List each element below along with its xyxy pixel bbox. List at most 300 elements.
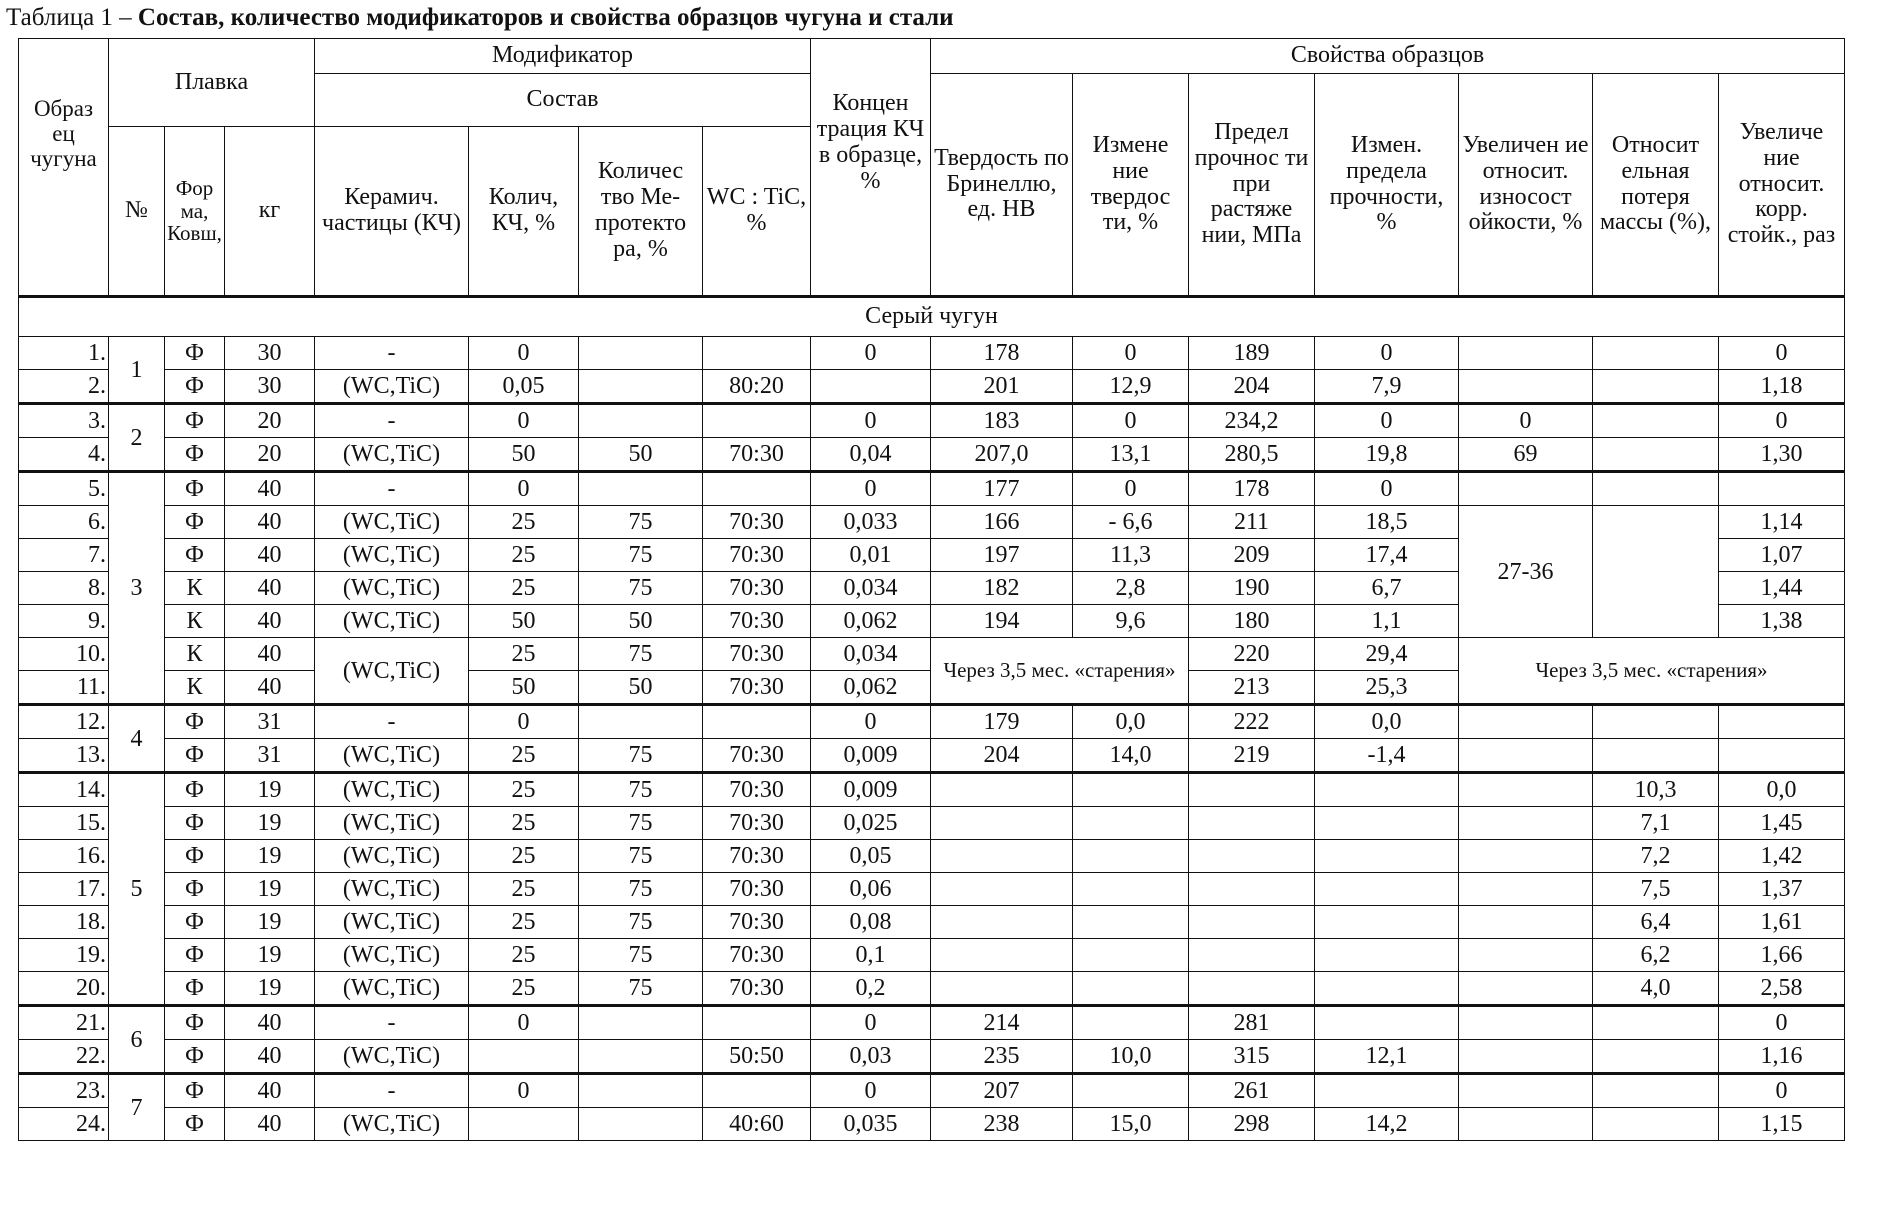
cell-tensile: [1189, 972, 1315, 1006]
cell-mass-loss: [1593, 1108, 1719, 1141]
cell-corr-increase: 1,30: [1719, 438, 1845, 472]
cell-form: Ф: [165, 906, 225, 939]
cell-hardness: 166: [931, 506, 1073, 539]
cell-corr-increase: 0: [1719, 1006, 1845, 1040]
cell-tensile: 298: [1189, 1108, 1315, 1141]
hdr-hardness-change: Измене ние твердос ти, %: [1073, 74, 1189, 297]
cell-qty-meprotector: 75: [579, 638, 703, 671]
cell-tensile: [1189, 906, 1315, 939]
cell-corr-increase: 1,16: [1719, 1040, 1845, 1074]
cell-mass-loss: [1593, 1074, 1719, 1108]
cell-wear-increase: [1459, 1108, 1593, 1141]
cell-qty-meprotector: 50: [579, 671, 703, 705]
cell-concentration: 0,2: [811, 972, 931, 1006]
cell-qty-kch: 25: [469, 506, 579, 539]
cell-form: Ф: [165, 705, 225, 739]
cell-melt-no: 5: [109, 773, 165, 1006]
cell-kg: 40: [225, 671, 315, 705]
cell-mass-loss: 7,1: [1593, 807, 1719, 840]
hdr-modifier: Модификатор: [315, 39, 811, 74]
cell-mass-loss: [1593, 1040, 1719, 1074]
table-row: [19, 404, 1845, 438]
cell-tensile-change: [1315, 1006, 1459, 1040]
caption-prefix: Таблица 1 –: [6, 4, 138, 31]
cell-sample-no: 6.: [19, 506, 109, 539]
cell-hardness-change: [1073, 773, 1189, 807]
hdr-tensile-change: Измен. предела прочности, %: [1315, 74, 1459, 297]
cell-form: Ф: [165, 438, 225, 472]
hdr-form: Фор ма, Ковш,: [165, 127, 225, 297]
cell-hardness-change: [1073, 840, 1189, 873]
cell-kg: 40: [225, 472, 315, 506]
cell-melt-no: 6: [109, 1006, 165, 1074]
cell-concentration: 0,034: [811, 572, 931, 605]
cell-concentration: 0,04: [811, 438, 931, 472]
cell-sample-no: 10.: [19, 638, 109, 671]
cell-qty-meprotector: 75: [579, 906, 703, 939]
cell-wc-tic: 70:30: [703, 605, 811, 638]
cell-ceramic: (WC,TiC): [315, 1040, 469, 1074]
cell-form: Ф: [165, 404, 225, 438]
cell-aging-note-props: Через 3,5 мес. «старения»: [1459, 638, 1845, 705]
cell-wc-tic: 70:30: [703, 773, 811, 807]
cell-sample-no: 16.: [19, 840, 109, 873]
cell-ceramic: -: [315, 472, 469, 506]
cell-form: Ф: [165, 337, 225, 370]
cell-mass-loss: [1593, 506, 1719, 638]
cell-hardness-change: 0: [1073, 404, 1189, 438]
cell-wear-increase: [1459, 906, 1593, 939]
cell-qty-kch: 25: [469, 807, 579, 840]
cell-melt-no: 7: [109, 1074, 165, 1141]
cell-tensile: 234,2: [1189, 404, 1315, 438]
hdr-ceramic: Керамич. частицы (КЧ): [315, 127, 469, 297]
cell-sample-no: 5.: [19, 472, 109, 506]
cell-tensile: 315: [1189, 1040, 1315, 1074]
cell-form: Ф: [165, 472, 225, 506]
cell-qty-kch: 25: [469, 939, 579, 972]
cell-hardness: 183: [931, 404, 1073, 438]
cell-mass-loss: 7,2: [1593, 840, 1719, 873]
cell-concentration: 0: [811, 404, 931, 438]
cell-concentration: 0,08: [811, 906, 931, 939]
table-row: [19, 972, 1845, 1006]
cell-form: Ф: [165, 506, 225, 539]
cell-hardness-change: 14,0: [1073, 739, 1189, 773]
cell-sample-no: 12.: [19, 705, 109, 739]
cell-tensile-change: 18,5: [1315, 506, 1459, 539]
hdr-wear-increase: Увеличен ие относит. износост ойкости, %: [1459, 74, 1593, 297]
table-row: [19, 1040, 1845, 1074]
cell-form: Ф: [165, 1006, 225, 1040]
cell-qty-kch: 25: [469, 906, 579, 939]
cell-form: Ф: [165, 1074, 225, 1108]
cell-hardness-change: 0,0: [1073, 705, 1189, 739]
cell-mass-loss: 4,0: [1593, 972, 1719, 1006]
cell-hardness: 194: [931, 605, 1073, 638]
cell-concentration: 0,034: [811, 638, 931, 671]
cell-tensile: 220: [1189, 638, 1315, 671]
cell-concentration: 0,05: [811, 840, 931, 873]
cell-wc-tic: 70:30: [703, 572, 811, 605]
cell-ceramic: (WC,TiC): [315, 539, 469, 572]
cell-hardness: 238: [931, 1108, 1073, 1141]
cell-concentration: 0: [811, 472, 931, 506]
cell-wear-increase: [1459, 873, 1593, 906]
cell-concentration: 0,033: [811, 506, 931, 539]
cell-ceramic: (WC,TiC): [315, 972, 469, 1006]
cell-concentration: 0,06: [811, 873, 931, 906]
cell-hardness: [931, 873, 1073, 906]
cell-qty-meprotector: [579, 472, 703, 506]
cell-concentration: 0: [811, 1074, 931, 1108]
hdr-concentration: Концен трация КЧ в образце, %: [811, 39, 931, 297]
cell-wear-increase: [1459, 472, 1593, 506]
cell-concentration: 0,009: [811, 739, 931, 773]
cell-tensile: 178: [1189, 472, 1315, 506]
table-row: [19, 739, 1845, 773]
cell-wc-tic: 70:30: [703, 739, 811, 773]
cell-tensile-change: 1,1: [1315, 605, 1459, 638]
cell-ceramic: (WC,TiC): [315, 773, 469, 807]
cell-corr-increase: 0,0: [1719, 773, 1845, 807]
hdr-properties: Свойства образцов: [931, 39, 1845, 74]
cell-tensile-change: [1315, 807, 1459, 840]
cell-wc-tic: [703, 1006, 811, 1040]
cell-sample-no: 2.: [19, 370, 109, 404]
cell-concentration: 0,1: [811, 939, 931, 972]
cell-wc-tic: 70:30: [703, 873, 811, 906]
cell-kg: 30: [225, 337, 315, 370]
cell-wear-increase: [1459, 739, 1593, 773]
cell-qty-kch: 25: [469, 773, 579, 807]
cell-wc-tic: 70:30: [703, 807, 811, 840]
cell-mass-loss: [1593, 438, 1719, 472]
cell-hardness-change: 12,9: [1073, 370, 1189, 404]
cell-kg: 19: [225, 807, 315, 840]
cell-hardness: [931, 840, 1073, 873]
cell-sample-no: 24.: [19, 1108, 109, 1141]
table-row: [19, 939, 1845, 972]
cell-hardness: [931, 906, 1073, 939]
cell-tensile: 190: [1189, 572, 1315, 605]
cell-ceramic: -: [315, 1074, 469, 1108]
cell-qty-kch: 25: [469, 572, 579, 605]
cell-ceramic: -: [315, 1006, 469, 1040]
cell-qty-meprotector: [579, 1006, 703, 1040]
cell-kg: 20: [225, 404, 315, 438]
cell-form: К: [165, 605, 225, 638]
cell-ceramic: (WC,TiC): [315, 370, 469, 404]
cell-hardness-change: 11,3: [1073, 539, 1189, 572]
cell-ceramic: (WC,TiC): [315, 1108, 469, 1141]
cell-tensile: [1189, 840, 1315, 873]
cell-mass-loss: [1593, 739, 1719, 773]
cell-hardness: 197: [931, 539, 1073, 572]
cell-ceramic: (WC,TiC): [315, 939, 469, 972]
table-row: [19, 506, 1845, 539]
cell-hardness-change: 0: [1073, 472, 1189, 506]
cell-form: К: [165, 572, 225, 605]
cell-tensile-change: 14,2: [1315, 1108, 1459, 1141]
hdr-sample: Образ ец чугуна: [19, 39, 109, 297]
cell-qty-meprotector: 75: [579, 840, 703, 873]
cell-corr-increase: [1719, 472, 1845, 506]
cell-tensile: [1189, 807, 1315, 840]
cell-hardness-change: [1073, 873, 1189, 906]
cell-wc-tic: [703, 404, 811, 438]
hdr-wc-tic: WC : TiC, %: [703, 127, 811, 297]
cell-tensile: 211: [1189, 506, 1315, 539]
cell-qty-meprotector: 75: [579, 506, 703, 539]
cell-corr-increase: 1,14: [1719, 506, 1845, 539]
cell-wc-tic: [703, 1074, 811, 1108]
cell-ceramic: (WC,TiC): [315, 840, 469, 873]
cell-concentration: 0,025: [811, 807, 931, 840]
cell-ceramic: (WC,TiC): [315, 739, 469, 773]
cell-corr-increase: 0: [1719, 1074, 1845, 1108]
cell-wc-tic: 70:30: [703, 939, 811, 972]
cell-hardness: 214: [931, 1006, 1073, 1040]
cell-form: К: [165, 638, 225, 671]
cell-ceramic: (WC,TiC): [315, 807, 469, 840]
cell-mass-loss: 7,5: [1593, 873, 1719, 906]
cell-tensile-change: 12,1: [1315, 1040, 1459, 1074]
cell-ceramic: (WC,TiC): [315, 506, 469, 539]
cell-wc-tic: [703, 705, 811, 739]
cell-qty-kch: 0: [469, 472, 579, 506]
cell-corr-increase: 2,58: [1719, 972, 1845, 1006]
cell-mass-loss: [1593, 1006, 1719, 1040]
cell-qty-kch: 25: [469, 739, 579, 773]
cell-qty-kch: 0: [469, 705, 579, 739]
cell-qty-meprotector: 75: [579, 873, 703, 906]
cell-hardness-change: [1073, 906, 1189, 939]
cell-tensile: 222: [1189, 705, 1315, 739]
hdr-num: №: [109, 127, 165, 297]
cell-form: Ф: [165, 539, 225, 572]
hdr-melt: Плавка: [109, 39, 315, 127]
cell-melt-no: 3: [109, 472, 165, 705]
cell-tensile: 280,5: [1189, 438, 1315, 472]
cell-corr-increase: 1,61: [1719, 906, 1845, 939]
cell-tensile-change: 7,9: [1315, 370, 1459, 404]
hdr-corr-increase: Увеличе ние относит. корр. стойк., раз: [1719, 74, 1845, 297]
cell-hardness: [931, 972, 1073, 1006]
cell-mass-loss: 6,2: [1593, 939, 1719, 972]
cell-wc-tic: 70:30: [703, 539, 811, 572]
cell-tensile: 204: [1189, 370, 1315, 404]
cell-sample-no: 4.: [19, 438, 109, 472]
cell-melt-no: 4: [109, 705, 165, 773]
cell-tensile-change: [1315, 840, 1459, 873]
cell-tensile-change: 6,7: [1315, 572, 1459, 605]
cell-tensile: [1189, 939, 1315, 972]
cell-kg: 20: [225, 438, 315, 472]
table-row: [19, 370, 1845, 404]
cell-wc-tic: 70:30: [703, 506, 811, 539]
cell-ceramic: -: [315, 404, 469, 438]
cell-hardness: [931, 773, 1073, 807]
cell-wear-increase: [1459, 1040, 1593, 1074]
cell-qty-kch: 50: [469, 605, 579, 638]
table-row: [19, 472, 1845, 506]
table-row: [19, 840, 1845, 873]
cell-sample-no: 14.: [19, 773, 109, 807]
cell-concentration: 0,009: [811, 773, 931, 807]
table-row: [19, 705, 1845, 739]
cell-ceramic: (WC,TiC): [315, 873, 469, 906]
cell-mass-loss: [1593, 472, 1719, 506]
cell-tensile-change: 0,0: [1315, 705, 1459, 739]
cell-corr-increase: 0: [1719, 337, 1845, 370]
cell-qty-kch: 25: [469, 873, 579, 906]
cell-corr-increase: 1,15: [1719, 1108, 1845, 1141]
cell-form: Ф: [165, 939, 225, 972]
cell-mass-loss: 10,3: [1593, 773, 1719, 807]
cell-qty-meprotector: 75: [579, 972, 703, 1006]
cell-hardness: 179: [931, 705, 1073, 739]
cell-hardness: [931, 807, 1073, 840]
hdr-mass-loss: Относит ельная потеря массы (%),: [1593, 74, 1719, 297]
cell-corr-increase: 1,07: [1719, 539, 1845, 572]
cell-wear-increase: [1459, 1006, 1593, 1040]
cell-wc-tic: 40:60: [703, 1108, 811, 1141]
cell-qty-meprotector: [579, 1074, 703, 1108]
cell-wear-increase: [1459, 840, 1593, 873]
cell-hardness-change: [1073, 1006, 1189, 1040]
cell-wc-tic: 70:30: [703, 638, 811, 671]
cell-mass-loss: [1593, 705, 1719, 739]
cell-qty-meprotector: [579, 1108, 703, 1141]
cell-ceramic: -: [315, 705, 469, 739]
cell-corr-increase: 1,44: [1719, 572, 1845, 605]
cell-wear-increase: [1459, 337, 1593, 370]
cell-wc-tic: 70:30: [703, 972, 811, 1006]
cell-qty-meprotector: [579, 1040, 703, 1074]
cell-tensile-change: 29,4: [1315, 638, 1459, 671]
cell-form: К: [165, 671, 225, 705]
cell-kg: 40: [225, 506, 315, 539]
cell-qty-kch: 0: [469, 1006, 579, 1040]
cell-tensile: [1189, 773, 1315, 807]
cell-corr-increase: 1,38: [1719, 605, 1845, 638]
cell-corr-increase: 1,18: [1719, 370, 1845, 404]
cell-qty-meprotector: [579, 370, 703, 404]
cell-tensile: 281: [1189, 1006, 1315, 1040]
cell-qty-kch: [469, 1108, 579, 1141]
cell-kg: 40: [225, 605, 315, 638]
cell-ceramic: (WC,TiC): [315, 438, 469, 472]
cell-qty-meprotector: 75: [579, 572, 703, 605]
cell-wear-increase: [1459, 972, 1593, 1006]
cell-qty-meprotector: 75: [579, 739, 703, 773]
cell-ceramic: (WC,TiC): [315, 906, 469, 939]
cell-wear-increase: [1459, 370, 1593, 404]
cell-concentration: 0,035: [811, 1108, 931, 1141]
cell-tensile-change: [1315, 972, 1459, 1006]
table-row: [19, 807, 1845, 840]
cell-tensile: [1189, 873, 1315, 906]
cell-wear-increase: 27-36: [1459, 506, 1593, 638]
cell-wc-tic: 70:30: [703, 671, 811, 705]
cell-concentration: 0,03: [811, 1040, 931, 1074]
cell-qty-kch: 25: [469, 539, 579, 572]
cell-sample-no: 15.: [19, 807, 109, 840]
cell-sample-no: 13.: [19, 739, 109, 773]
cell-sample-no: 3.: [19, 404, 109, 438]
data-table: [18, 38, 1845, 1141]
cell-mass-loss: 6,4: [1593, 906, 1719, 939]
cell-qty-meprotector: 75: [579, 539, 703, 572]
cell-tensile: 219: [1189, 739, 1315, 773]
cell-kg: 40: [225, 1040, 315, 1074]
cell-qty-meprotector: 75: [579, 807, 703, 840]
cell-kg: 40: [225, 572, 315, 605]
cell-corr-increase: 0: [1719, 404, 1845, 438]
cell-qty-meprotector: [579, 705, 703, 739]
cell-hardness: 207,0: [931, 438, 1073, 472]
cell-kg: 19: [225, 773, 315, 807]
cell-tensile-change: [1315, 1074, 1459, 1108]
cell-qty-kch: 25: [469, 840, 579, 873]
cell-qty-kch: [469, 1040, 579, 1074]
cell-qty-meprotector: 75: [579, 939, 703, 972]
table-row: [19, 438, 1845, 472]
table-caption: [6, 4, 954, 32]
cell-ceramic: -: [315, 337, 469, 370]
cell-hardness: [931, 939, 1073, 972]
cell-form: Ф: [165, 972, 225, 1006]
cell-sample-no: 22.: [19, 1040, 109, 1074]
cell-hardness-change: - 6,6: [1073, 506, 1189, 539]
cell-mass-loss: [1593, 370, 1719, 404]
cell-qty-kch: 0: [469, 1074, 579, 1108]
cell-melt-no: 2: [109, 404, 165, 472]
cell-qty-kch: 50: [469, 438, 579, 472]
cell-wc-tic: 70:30: [703, 438, 811, 472]
cell-concentration: 0: [811, 1006, 931, 1040]
cell-concentration: [811, 370, 931, 404]
caption-title: Состав, количество модификаторов и свойства образцов чугуна и стали: [137, 4, 954, 31]
cell-tensile-change: 19,8: [1315, 438, 1459, 472]
cell-mass-loss: [1593, 404, 1719, 438]
cell-kg: 19: [225, 840, 315, 873]
cell-tensile-change: 0: [1315, 337, 1459, 370]
cell-hardness: 201: [931, 370, 1073, 404]
cell-kg: 40: [225, 1108, 315, 1141]
cell-kg: 40: [225, 1006, 315, 1040]
cell-hardness: 235: [931, 1040, 1073, 1074]
cell-qty-kch: 25: [469, 972, 579, 1006]
cell-form: Ф: [165, 773, 225, 807]
cell-kg: 40: [225, 539, 315, 572]
cell-wear-increase: 69: [1459, 438, 1593, 472]
cell-tensile-change: [1315, 939, 1459, 972]
cell-form: Ф: [165, 739, 225, 773]
table-row: [19, 638, 1845, 671]
cell-ceramic: (WC,TiC): [315, 605, 469, 638]
cell-tensile-change: [1315, 873, 1459, 906]
cell-tensile-change: -1,4: [1315, 739, 1459, 773]
cell-hardness-change: [1073, 939, 1189, 972]
cell-kg: 19: [225, 939, 315, 972]
cell-wear-increase: [1459, 705, 1593, 739]
cell-concentration: 0: [811, 705, 931, 739]
cell-corr-increase: 1,66: [1719, 939, 1845, 972]
cell-wc-tic: 50:50: [703, 1040, 811, 1074]
cell-wear-increase: [1459, 807, 1593, 840]
